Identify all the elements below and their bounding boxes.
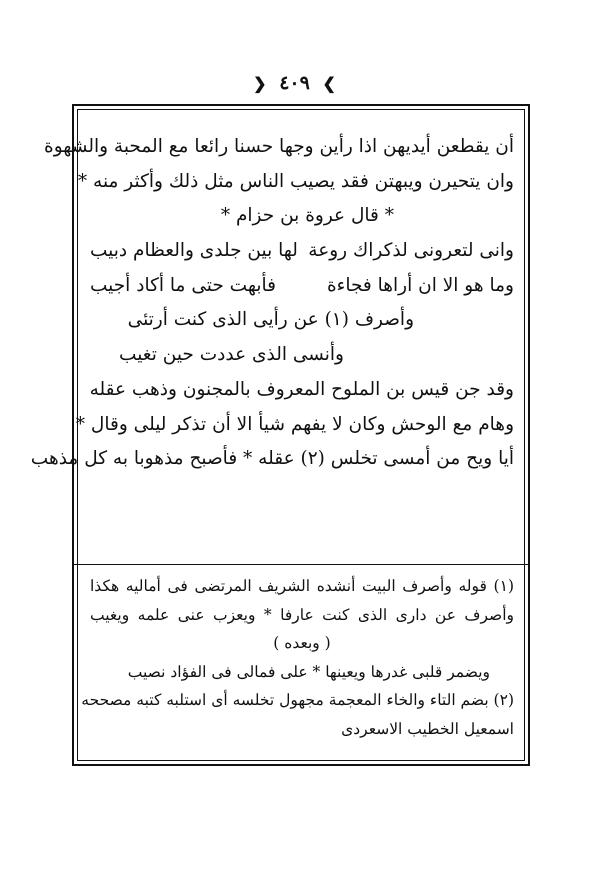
footnote-line: اسمعيل الخطيب الاسعردى bbox=[341, 719, 514, 738]
footnote-line: (١) قوله وأصرف البيت أنشده الشريف المرتضى فى أماليه هكذا bbox=[90, 577, 514, 595]
verse-hemistich-second: فأبهت حتى ما أكاد أجيب bbox=[90, 274, 276, 296]
footnote-line: ويضمر قلبى غدرها ويعينها * على فمالى فى الفؤاد نصيب bbox=[127, 662, 490, 681]
ornament-left-icon: ❮ bbox=[253, 74, 267, 93]
main-text bbox=[30, 130, 514, 477]
text-line: وقد جن قيس بن الملوح المعروف بالمجنون وذهب عقله bbox=[89, 378, 514, 400]
text-line: أيا ويح من أمسى تخلس (٢) عقله * فأصبح مذهوبا به كل مذهب bbox=[30, 448, 514, 470]
verse-hemistich-second: لها بين جلدى والعظام دبيب bbox=[90, 240, 298, 262]
verse-line: وأصرف (١) عن رأيى الذى كنت أرتئى bbox=[127, 309, 414, 331]
verse-line bbox=[90, 234, 514, 269]
poet-heading: * قال عروة بن حزام * bbox=[220, 205, 394, 227]
page-number: ٤٠٩ bbox=[279, 72, 310, 94]
text-line: وان يتحيرن ويبهتن فقد يصيب الناس مثل ذلك وأكثر منه * bbox=[77, 170, 514, 192]
verse-hemistich-first: وما هو الا ان أراها فجاءة bbox=[326, 274, 514, 296]
footnote-line: (٢) بضم التاء والخاء المعجمة مجهول تخلسه أى استلبه كتبه مصححه bbox=[81, 691, 514, 709]
verse-line: وأنسى الذى عددت حين تغيب bbox=[119, 344, 344, 366]
footnote-divider bbox=[72, 564, 530, 565]
footnotes bbox=[81, 572, 514, 743]
footnote-line: وأصرف عن دارى الذى كنت عارفا * ويعزب عنى علمه ويغيب bbox=[90, 605, 514, 624]
text-line: وهام مع الوحش وكان لا يفهم شيأ الا أن تذكر ليلى وقال * bbox=[75, 413, 514, 435]
verse-hemistich-first: وانى لتعرونى لذكراك روعة bbox=[308, 240, 514, 262]
ornament-right-icon: ❯ bbox=[322, 74, 336, 93]
text-line: أن يقطعن أيديهن اذا رأين وجها حسنا رائعا مع المحبة والشهوة bbox=[44, 136, 514, 157]
page-header bbox=[0, 72, 589, 94]
verse-line bbox=[90, 269, 514, 304]
footnote-line: ( وبعده ) bbox=[273, 634, 331, 652]
